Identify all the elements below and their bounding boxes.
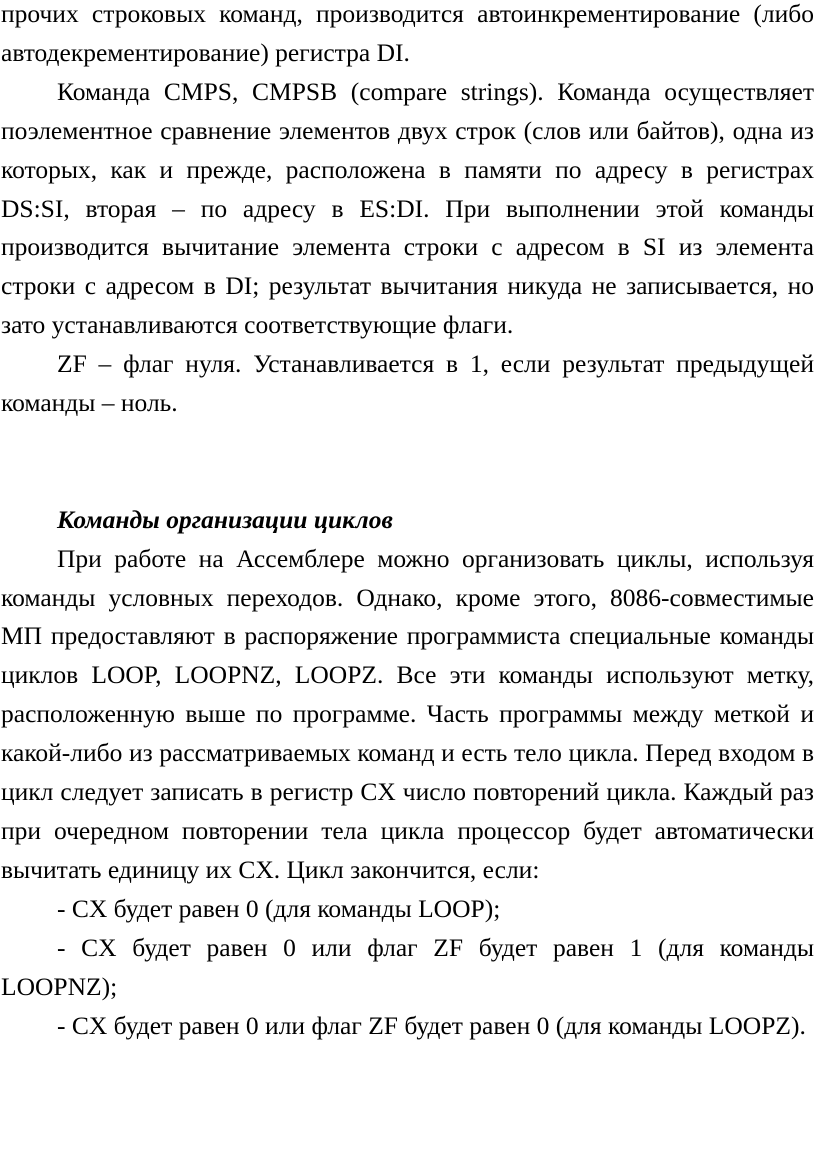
cmps-paragraph: Команда CMPS, CMPSB (compare strings). Команда осуществляет поэлементное сравнение элементов двух строк (слов или байтов), одна из которых, как и прежде, расположена в памяти по адресу в регистрах DS:SI, вторая – по адресу в ES:DI. При выполнении этой команды производится вычитание элемента строки с адресом в SI из элемента строки с адресом в DI; результат вычитания никуда не записывается, но зато устанавливаются соответствующие флаги. (1, 76, 814, 340)
loop-intro-paragraph: При работе на Ассемблере можно организовать циклы, используя команды условных переходов. Однако, кроме этого, 8086-совместимые МП предоставляют в распоряжение программиста специальные команды циклов LOOP, LOOPNZ, LOOPZ. Все эти команды используют метку, расположенную выше по программе. Часть программы между меткой и какой-либо из рассматриваемых команд и есть тело цикла. Перед входом в цикл следует записать в регистр CX число повторений цикла. Каждый раз при очередном повторении тела цикла процессор будет автоматически вычитать единицу их CX. Цикл закончится, если: (1, 543, 814, 884)
list-item-loop: - CX будет равен 0 (для команды LOOP); (57, 893, 501, 923)
section-heading: Команды организации циклов (57, 504, 393, 534)
list-item-loopz: - CX будет равен 0 или флаг ZF будет равен 0 (для команды LOOPZ). (57, 1010, 806, 1040)
section-spacer (1, 423, 814, 501)
continuation-paragraph: прочих строковых команд, производится автоинкрементирование (либо автодекрементирование) регистра DI. (1, 0, 814, 67)
list-item-loopnz: - CX будет равен 0 или флаг ZF будет равен 1 (для команды LOOPNZ); (1, 932, 814, 1001)
zf-paragraph: ZF – флаг нуля. Устанавливается в 1, если результат предыдущей команды – ноль. (1, 349, 814, 418)
